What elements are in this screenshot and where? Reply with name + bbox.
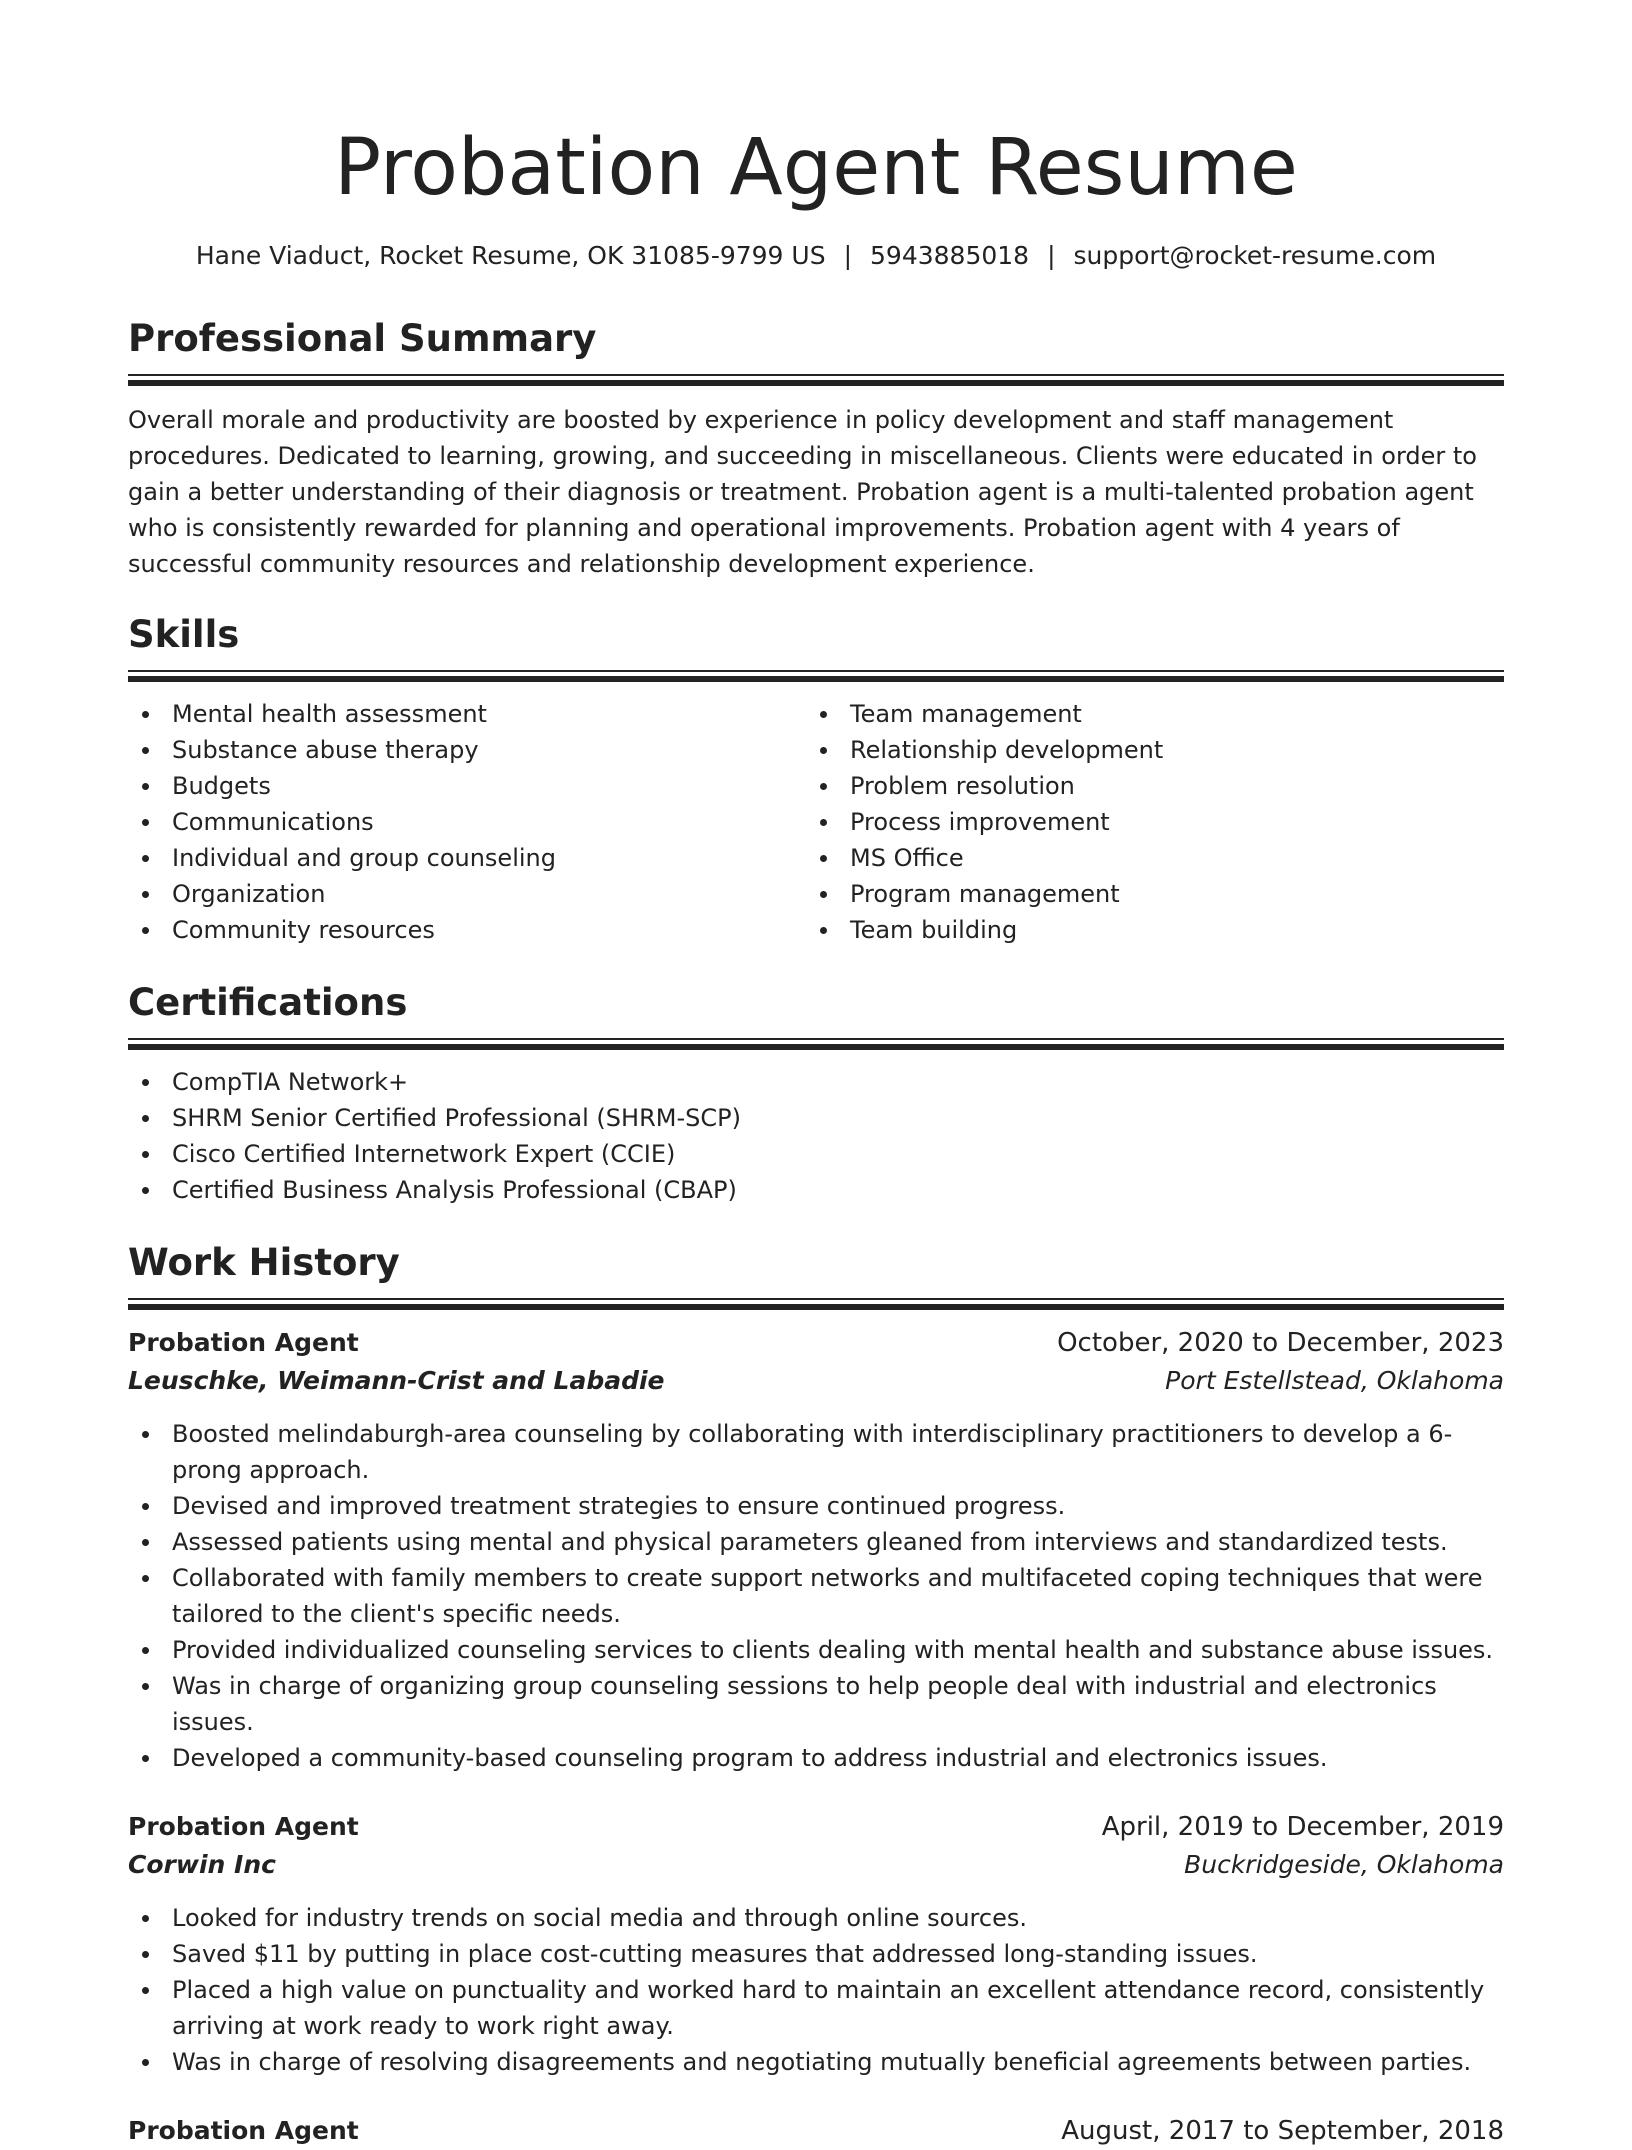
summary-text: Overall morale and productivity are boosted by experience in policy development and staff management procedures. Dedicated to learning, growing, and succeeding in miscellaneous. Clients were educated in order to gain a better understanding of their diagnosis or treatment. Probation agent is a multi-talented probation agent who is consistently rewarded for planning and operational improvements. Probation agent with 4 years of successful community resources and relationship development experience. [128,406,1477,578]
skills-list-right [806,696,1484,948]
job-bullet: Looked for industry trends on social media and through online sources. [128,1900,1504,1936]
contact-line [128,236,1504,276]
contact-email[interactable]: support@rocket-resume.com [1073,241,1437,270]
job-title: Probation Agent [128,2116,359,2145]
skill-item: Community resources [128,912,806,948]
skill-item: Program management [806,876,1484,912]
job-bullet: Was in charge of organizing group counseling sessions to help people deal with industrial and electronics issues. [128,1668,1504,1740]
job-bullet-list [128,1900,1504,2080]
certifications-list [128,1064,1504,1208]
contact-address: Hane Viaduct, Rocket Resume, OK 31085-9799 US [195,241,826,270]
job-bullet: Was in charge of resolving disagreements and negotiating mutually beneficial agreements between parties. [128,2044,1504,2080]
job-entry [128,1808,1504,2080]
contact-separator: | [843,241,853,270]
job-subheader-row [128,1846,1504,1884]
certification-item: Certified Business Analysis Professional (CBAP) [128,1172,1504,1208]
job-title: Probation Agent [128,1812,359,1841]
section-divider [128,374,1504,388]
section-heading-summary: Professional Summary [128,317,597,360]
skill-item: Substance abuse therapy [128,732,806,768]
section-divider [128,1298,1504,1312]
job-header-row [128,1324,1504,1362]
skill-item: Individual and group counseling [128,840,806,876]
skills-section [128,610,1504,948]
job-dates: August, 2017 to September, 2018 [1061,2116,1504,2146]
contact-separator: | [1047,241,1056,270]
resume-title: Probation Agent Resume [334,123,1298,213]
job-location: Buckridgeside, Oklahoma [1184,1850,1504,1879]
job-bullet: Collaborated with family members to create support networks and multifaceted coping techniques that were tailored to the client's specific needs. [128,1560,1504,1632]
skill-item: Budgets [128,768,806,804]
job-subheader-row [128,1362,1504,1400]
certification-item: SHRM Senior Certified Professional (SHRM-SCP) [128,1100,1504,1136]
summary-section [128,314,1504,582]
work-history-section [128,1238,1504,2150]
section-heading-work-history: Work History [128,1241,400,1284]
job-header-row [128,1808,1504,1846]
section-heading-certifications: Certifications [128,981,408,1024]
contact-phone: 5943885018 [870,241,1030,270]
skill-item: MS Office [806,840,1484,876]
job-bullet: Assessed patients using mental and physical parameters gleaned from interviews and standardized tests. [128,1524,1504,1560]
skills-columns [128,696,1504,948]
skill-item: Process improvement [806,804,1484,840]
job-dates: April, 2019 to December, 2019 [1101,1812,1504,1842]
job-bullet-list [128,1416,1504,1776]
job-header-row [128,2112,1504,2150]
job-bullet: Provided individualized counseling services to clients dealing with mental health and substance abuse issues. [128,1632,1504,1668]
skill-item: Team building [806,912,1484,948]
job-bullet: Placed a high value on punctuality and worked hard to maintain an excellent attendance record, consistently arriving at work ready to work right away. [128,1972,1504,2044]
skill-item: Problem resolution [806,768,1484,804]
job-entry [128,2112,1504,2150]
job-title: Probation Agent [128,1328,359,1357]
job-entry [128,1324,1504,1776]
skill-item: Relationship development [806,732,1484,768]
job-bullet: Boosted melindaburgh-area counseling by collaborating with interdisciplinary practitioners to develop a 6-prong approach. [128,1416,1504,1488]
job-company: Corwin Inc [128,1850,276,1879]
skill-item: Mental health assessment [128,696,806,732]
section-divider [128,670,1504,684]
skill-item: Team management [806,696,1484,732]
job-company: Leuschke, Weimann-Crist and Labadie [128,1366,665,1395]
section-heading-skills: Skills [128,613,240,656]
skills-list-left [128,696,806,948]
section-divider [128,1038,1504,1052]
job-bullet: Saved $11 by putting in place cost-cutting measures that addressed long-standing issues. [128,1936,1504,1972]
job-dates: October, 2020 to December, 2023 [1057,1328,1504,1358]
skill-item: Communications [128,804,806,840]
job-location: Port Estellstead, Oklahoma [1165,1366,1504,1395]
job-bullet: Developed a community-based counseling program to address industrial and electronics issues. [128,1740,1504,1776]
certification-item: CompTIA Network+ [128,1064,1504,1100]
certification-item: Cisco Certified Internetwork Expert (CCIE) [128,1136,1504,1172]
skill-item: Organization [128,876,806,912]
certifications-section [128,978,1504,1208]
job-bullet: Devised and improved treatment strategies to ensure continued progress. [128,1488,1504,1524]
